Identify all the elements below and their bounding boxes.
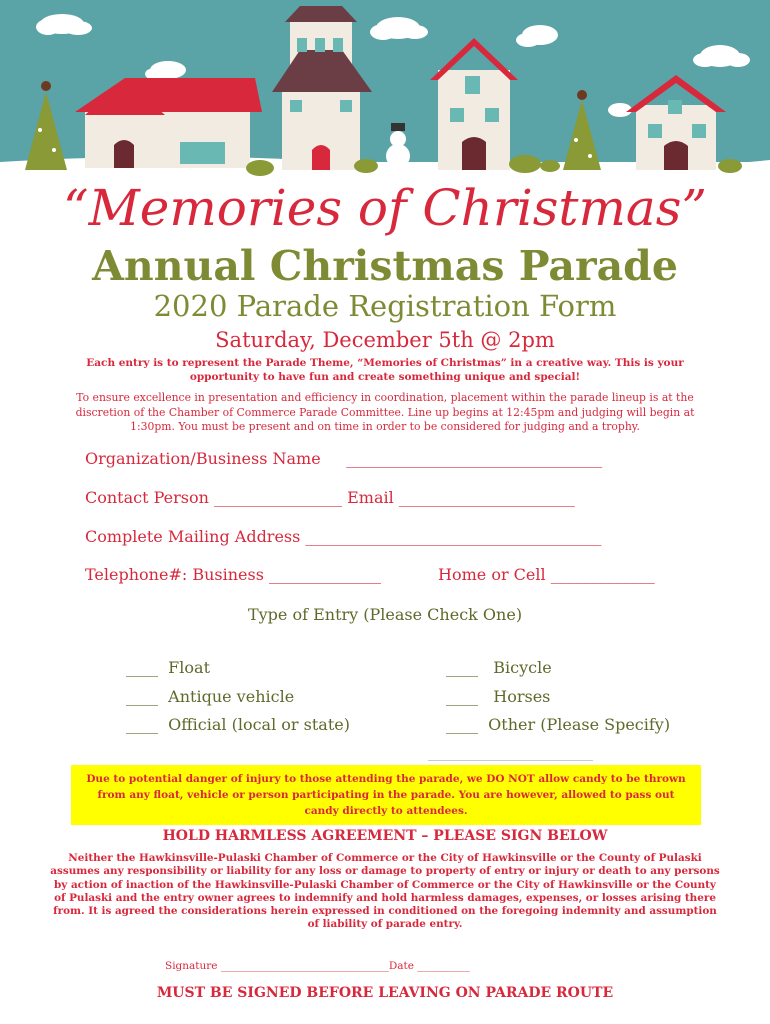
- village-banner-illustration: [0, 0, 770, 180]
- theme-script-title: “Memories of Christmas”: [63, 179, 707, 237]
- other-specify-line[interactable]: ______________________________: [428, 748, 593, 761]
- hold-harmless-body: Neither the Hawkinsville-Pulaski Chamber of Commerce or the City of Hawkinsville or the County of Pulaski assumes any responsibility or liability for any loss or damage to property of entry or injury or death to any persons by action of inaction of the Hawkinsville-Pulaski Chamber of Commerce or the City of Hawkinsville or the County of Pulaski and the entry owner agrees to indemnify and hold harmless damages, expenses, or losses arising there from. It is agreed the considerations herein expressed in conditioned on the foregoing indemnity and assumption of liability of parade entry.: [50, 852, 720, 931]
- form-subtitle: 2020 Parade Registration Form: [153, 289, 617, 323]
- contact-email-field[interactable]: Contact Person ________________ Email ______________________: [85, 488, 575, 507]
- entry-option-float[interactable]: ____ Float: [126, 658, 210, 677]
- entry-option-official[interactable]: ____ Official (local or state): [126, 715, 350, 734]
- business-phone-field[interactable]: Telephone#: Business ______________: [85, 565, 381, 584]
- entry-option-antique-vehicle[interactable]: ____ Antique vehicle: [126, 687, 295, 706]
- theme-note: Each entry is to represent the Parade Theme, “Memories of Christmas” in a creative way. This is your opportunity to have fun and create something unique and special!: [86, 357, 684, 383]
- home-phone-field[interactable]: Home or Cell _____________: [438, 565, 655, 584]
- signature-date-field[interactable]: Signature ________________________________Date __________: [165, 960, 470, 972]
- entry-option-other[interactable]: ____ Other (Please Specify): [446, 715, 671, 734]
- must-sign-notice: MUST BE SIGNED BEFORE LEAVING ON PARADE ROUTE: [156, 985, 614, 1001]
- entry-option-horses[interactable]: ____ Horses: [446, 687, 551, 706]
- event-date: Saturday, December 5th @ 2pm: [215, 328, 555, 352]
- entry-type-heading: Type of Entry (Please Check One): [247, 605, 523, 624]
- hold-harmless-title: HOLD HARMLESS AGREEMENT – PLEASE SIGN BELOW: [162, 828, 608, 844]
- organization-field[interactable]: Organization/Business Name ________________________________: [85, 449, 603, 468]
- lineup-note: To ensure excellence in presentation and efficiency in coordination, placement within the parade lineup is at the discretion of the Chamber of Commerce Parade Committee. Line up begins at 12:45pm and judging will begin at 1:30pm. You must be present and on time in order to be considered for judging and a trophy.: [75, 391, 695, 433]
- mailing-address-field[interactable]: Complete Mailing Address _____________________________________: [85, 527, 602, 546]
- page-title: Annual Christmas Parade: [92, 242, 678, 290]
- candy-notice: Due to potential danger of injury to those attending the parade, we DO NOT allow candy to be thrown from any float, vehicle or person participating in the parade. You are however, allowed to pass out candy directly to attendees.: [71, 765, 701, 825]
- entry-option-bicycle[interactable]: ____ Bicycle: [446, 658, 552, 677]
